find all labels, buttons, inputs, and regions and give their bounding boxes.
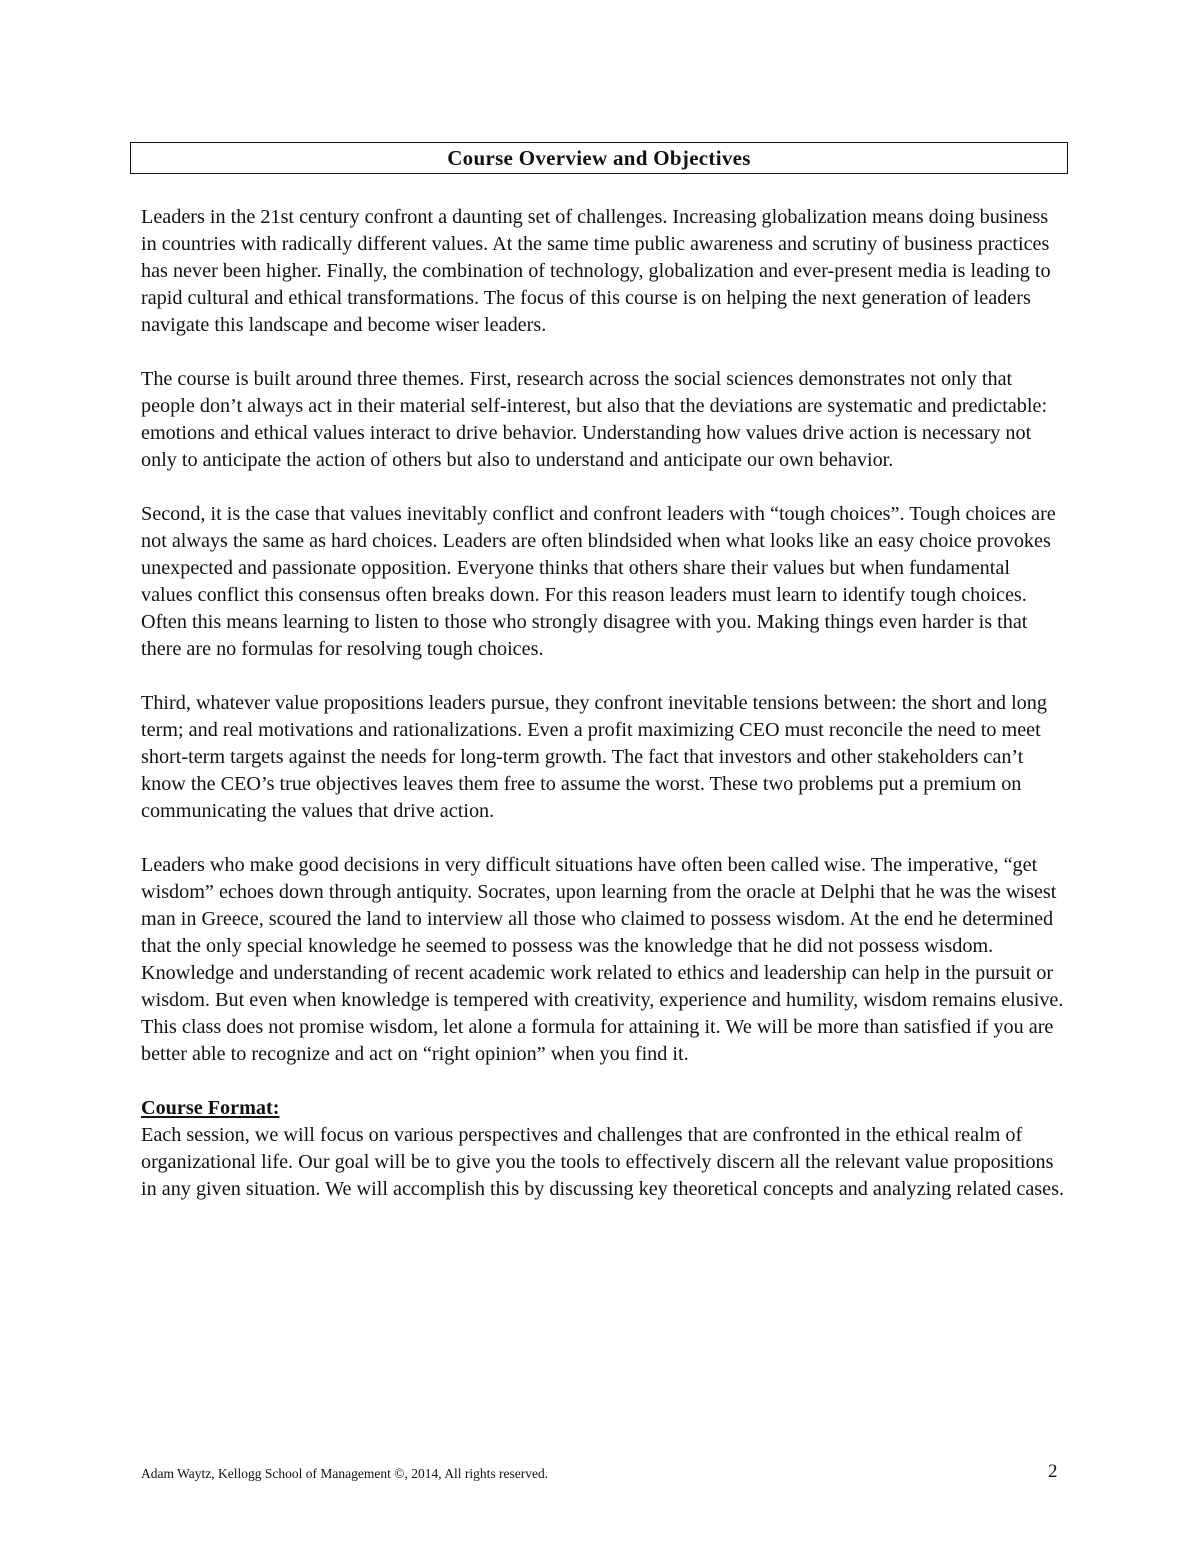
course-format-section <box>141 1095 1066 1203</box>
paragraph-themes: The course is built around three themes. First, research across the social sciences demonstrates not only that people don’t always act in their material self-interest, but also that the deviations are systematic and predictable: emotions and ethical values interact to drive behavior. Understanding how values drive action is necessary not only to anticipate the action of others but also to understand and anticipate our own behavior. <box>141 368 1048 471</box>
paragraph-tensions: Third, whatever value propositions leaders pursue, they confront inevitable tensions between: the short and long term; and real motivations and rationalizations. Even a profit maximizing CEO must reconcile the need to meet short-term targets against the needs for long-term growth. The fact that investors and other stakeholders can’t know the CEO’s true objectives leaves them free to assume the worst. These two problems put a premium on communicating the values that drive action. <box>141 692 1047 822</box>
paragraph-intro: Leaders in the 21st century confront a daunting set of challenges. Increasing globalization means doing business in countries with radically different values. At the same time public awareness and scrutiny of business practices has never been higher. Finally, the combination of technology, globalization and ever-present media is leading to rapid cultural and ethical transformations. The focus of this course is on helping the next generation of leaders navigate this landscape and become wiser leaders. <box>141 206 1051 336</box>
body-text <box>141 204 1066 1230</box>
footer-copyright: Adam Waytz, Kellogg School of Management ©, 2014, All rights reserved. <box>141 1466 549 1481</box>
page-title: Course Overview and Objectives <box>447 145 751 170</box>
page-number: 2 <box>1048 1461 1058 1482</box>
course-format-heading: Course Format: <box>141 1097 280 1119</box>
title-box <box>130 142 1068 174</box>
paragraph-tough-choices: Second, it is the case that values inevitably conflict and confront leaders with “tough choices”. Tough choices are not always the same as hard choices. Leaders are often blindsided when what looks like an easy choice provokes unexpected and passionate opposition. Everyone thinks that others share their values but when fundamental values conflict this consensus often breaks down. For this reason leaders must learn to identify tough choices. Often this means learning to listen to those who strongly disagree with you. Making things even harder is that there are no formulas for resolving tough choices. <box>141 503 1056 660</box>
paragraph-wisdom: Leaders who make good decisions in very difficult situations have often been called wise. The imperative, “get wisdom” echoes down through antiquity. Socrates, upon learning from the oracle at Delphi that he was the wisest man in Greece, scoured the land to interview all those who claimed to possess wisdom. At the end he determined that the only special knowledge he seemed to possess was the knowledge that he did not possess wisdom. Knowledge and understanding of recent academic work related to ethics and leadership can help in the pursuit or wisdom. But even when knowledge is tempered with creativity, experience and humility, wisdom remains elusive. This class does not promise wisdom, let alone a formula for attaining it. We will be more than satisfied if you are better able to recognize and act on “right opinion” when you find it. <box>141 854 1064 1065</box>
course-format-text: Each session, we will focus on various perspectives and challenges that are confronted in the ethical realm of organizational life. Our goal will be to give you the tools to effectively discern all the relevant value propositions in any given situation. We will accomplish this by discussing key theoretical concepts and analyzing related cases. <box>141 1124 1065 1200</box>
